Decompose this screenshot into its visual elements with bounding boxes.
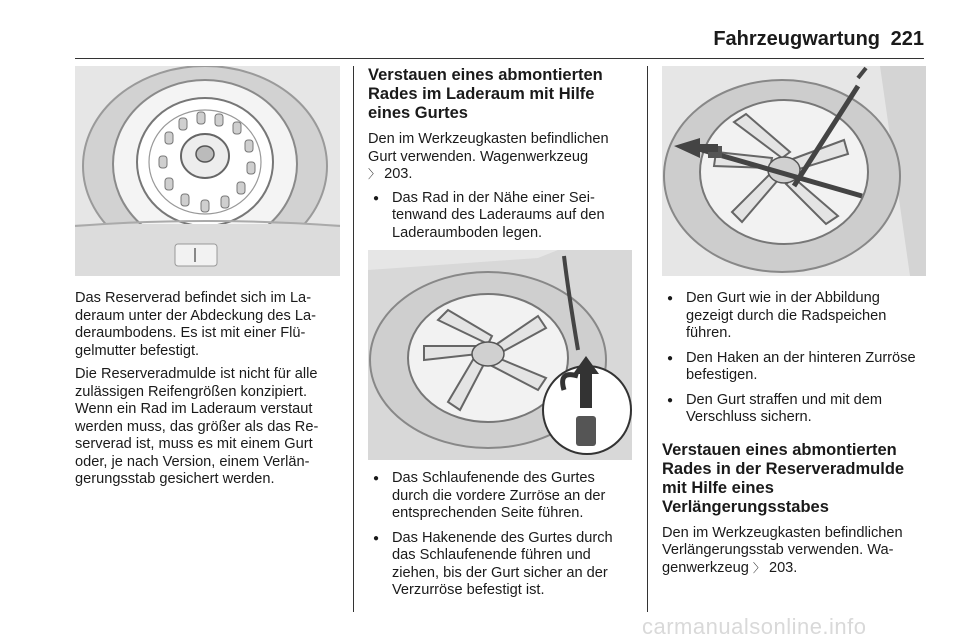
- page-reference[interactable]: 203.: [768, 559, 798, 576]
- list-item: ● Das Rad in der Nähe einer Seitenwand des Laderaums auf den Laderaumboden legen.: [368, 190, 632, 243]
- wheel-strap-illustration-1: [368, 250, 632, 460]
- list-item: ● Den Gurt wie in der Abbildung gezeigt durch die Radspeichen führen.: [662, 290, 926, 343]
- chapter-title: Fahrzeugwartung: [713, 28, 880, 50]
- reference-arrow-icon: 〉: [752, 560, 765, 575]
- watermark: carmanualsonline.info: [642, 614, 867, 639]
- spare-wheel-illustration: [75, 66, 340, 276]
- column-divider: [353, 66, 354, 612]
- paragraph: Das Reserverad befindet sich im Laderaum unter der Abdeckung des Laderaumbodens. Es ist mit einer Flügelmutter befestigt.: [75, 290, 316, 359]
- header-rule: [75, 58, 924, 59]
- list-item: ● Das Schlaufenende des Gurtes durch die vordere Zurröse an der entsprechenden Seite führen.: [368, 470, 632, 523]
- column-divider: [647, 66, 648, 612]
- page-reference[interactable]: 203.: [384, 166, 413, 182]
- wheel-strap-illustration-2: [662, 66, 926, 276]
- paragraph: Die Reserveradmulde ist nicht für alle zulässigen Reifengrößen konzipiert. Wenn ein Rad im Laderaum verstaut werden muss, das größer als das Reserverad ist, muss es mit einem Gurt oder, je nach Version, einem Verlängerungsstab gesichert werden.: [75, 366, 319, 487]
- paragraph: Den im Werkzeugkasten befindlichen Gurt verwenden. Wagenwerkzeug 〉 203.: [368, 131, 609, 182]
- reference-arrow-icon: 〉: [368, 167, 381, 181]
- list-item: ● Den Haken an der hinteren Zurröse befestigen.: [662, 350, 926, 385]
- paragraph: Den im Werkzeugkasten befindlichen Verlängerungsstab verwenden. Wagenwerkzeug 〉 203.: [662, 524, 903, 576]
- section-heading: Verstauen eines abmontierten Rades in der Reserveradmulde mit Hilfe eines Verlängerungsstabes: [662, 440, 905, 516]
- column-2: [368, 66, 632, 600]
- list-item: ● Das Hakenende des Gurtes durch das Schlaufenende führen und ziehen, bis der Gurt sicher an der Verzurröse befestigt ist.: [368, 530, 632, 600]
- column-1: [75, 66, 340, 489]
- page-header: [0, 28, 960, 58]
- page-number: 221: [890, 28, 924, 50]
- column-3: [662, 66, 926, 577]
- list-item: ● Den Gurt straffen und mit dem Verschluss sichern.: [662, 392, 926, 427]
- section-heading: Verstauen eines abmontierten Rades im Laderaum mit Hilfe eines Gurtes: [368, 66, 603, 122]
